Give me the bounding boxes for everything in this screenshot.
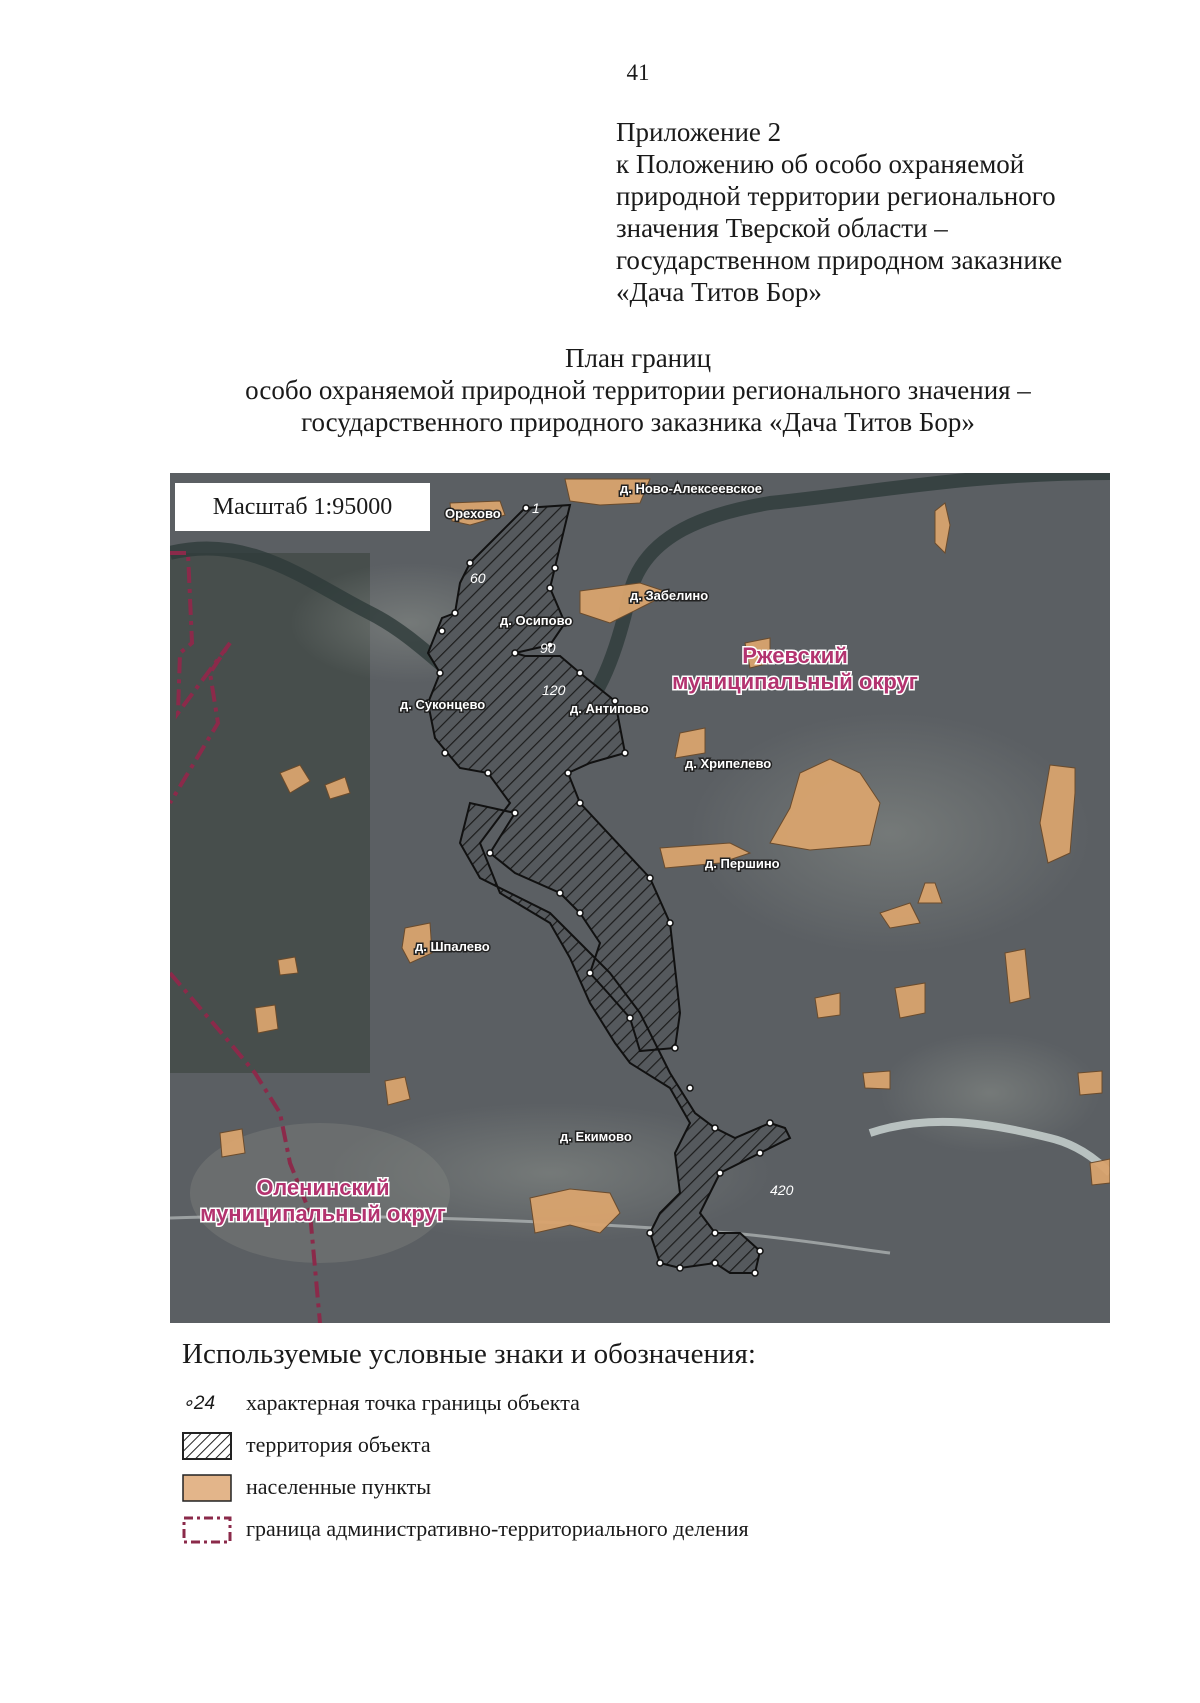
boundary-point <box>672 1045 678 1051</box>
appendix-header <box>616 116 1062 308</box>
appendix-line: «Дача Титов Бор» <box>616 277 822 307</box>
boundary-point <box>547 585 553 591</box>
boundary-point <box>557 890 563 896</box>
boundary-point <box>512 650 518 656</box>
village-label: д. Осипово <box>500 613 573 628</box>
settlement <box>255 1005 278 1033</box>
boundary-point <box>622 750 628 756</box>
appendix-line: к Положению об особо охраняемой <box>616 149 1025 179</box>
boundary-point <box>712 1125 718 1131</box>
point-number: 90 <box>540 640 556 656</box>
settlement <box>1078 1071 1102 1095</box>
village-label: Орехово <box>445 506 501 521</box>
legend-label: характерная точка границы объекта <box>246 1390 580 1415</box>
boundary-point <box>757 1248 763 1254</box>
village-label: д. Ново-Алексеевское <box>620 481 763 496</box>
page-number: 41 <box>626 60 650 85</box>
point-number: 120 <box>542 682 566 698</box>
boundary-point <box>439 628 445 634</box>
plan-title <box>0 342 1200 438</box>
legend-label: населенные пункты <box>246 1474 432 1499</box>
village-label: д. Першино <box>705 856 780 871</box>
boundary-point <box>577 800 583 806</box>
legend-label: граница административно-территориального деления <box>246 1516 749 1541</box>
boundary-point <box>757 1150 763 1156</box>
boundary-point <box>512 810 518 816</box>
settlement <box>895 983 925 1018</box>
boundary-point <box>677 1265 683 1271</box>
boundary-point <box>587 970 593 976</box>
map-canvas <box>170 473 1110 1323</box>
boundary-point <box>577 910 583 916</box>
appendix-line: природной территории регионального <box>616 181 1056 211</box>
boundary-point <box>577 670 583 676</box>
plan-title-line: государственного природного заказника «Дача Титов Бор» <box>301 407 975 437</box>
legend-title: Используемые условные знаки и обозначения: <box>182 1338 756 1370</box>
settlement <box>530 1189 620 1233</box>
district-label: Ржевский <box>742 643 848 668</box>
boundary-point <box>752 1270 758 1276</box>
boundary-point <box>717 1170 723 1176</box>
boundary-point <box>485 770 491 776</box>
village-label: д. Екимово <box>560 1129 632 1144</box>
boundary-swatch-icon <box>182 1516 232 1544</box>
settlement <box>220 1129 245 1157</box>
point-number: 60 <box>470 570 486 586</box>
appendix-line: государственном природном заказнике <box>616 245 1063 275</box>
boundary-point <box>667 920 673 926</box>
scale-label: Масштаб 1:95000 <box>175 483 430 531</box>
settlement <box>863 1071 890 1089</box>
settlement <box>1090 1159 1110 1185</box>
village-label: д. Забелино <box>630 588 709 603</box>
boundary-point <box>647 1230 653 1236</box>
village-label: д. Шпалево <box>415 939 490 954</box>
settlement <box>1005 949 1030 1003</box>
district-label: муниципальный округ <box>672 669 918 694</box>
point-symbol: ∘24 <box>182 1393 216 1414</box>
point-number: 420 <box>770 1182 794 1198</box>
plan-title-line: особо охраняемой природной территории регионального значения – <box>245 375 1031 405</box>
settlement-swatch-icon <box>182 1474 232 1502</box>
boundary-point <box>452 610 458 616</box>
boundary-point <box>687 1085 693 1091</box>
appendix-line: значения Тверской области – <box>616 213 948 243</box>
boundary-point <box>552 565 558 571</box>
boundary-point <box>627 1015 633 1021</box>
boundary-point <box>712 1230 718 1236</box>
plan-title-line: План границ <box>564 343 712 373</box>
legend-label: территория объекта <box>246 1432 431 1457</box>
district-label: муниципальный округ <box>200 1201 446 1226</box>
boundary-point <box>467 560 473 566</box>
boundary-point <box>442 750 448 756</box>
district-label: Оленинский <box>256 1175 390 1200</box>
village-label: д. Хрипелево <box>685 756 772 771</box>
boundary-point <box>767 1120 773 1126</box>
boundary-point <box>487 850 493 856</box>
boundary-map <box>170 473 1110 1323</box>
boundary-point <box>712 1260 718 1266</box>
boundary-point <box>437 670 443 676</box>
boundary-point <box>565 770 571 776</box>
settlement <box>278 957 298 975</box>
village-label: д. Антипово <box>570 701 649 716</box>
boundary-point <box>657 1260 663 1266</box>
village-label: д. Суконцево <box>400 697 486 712</box>
point-number: 1 <box>532 500 540 516</box>
boundary-point <box>647 875 653 881</box>
field-area <box>880 1033 1100 1153</box>
boundary-point <box>523 505 529 511</box>
settlement <box>815 993 840 1018</box>
hatch-swatch-icon <box>182 1432 232 1460</box>
appendix-line: Приложение 2 <box>616 117 782 147</box>
